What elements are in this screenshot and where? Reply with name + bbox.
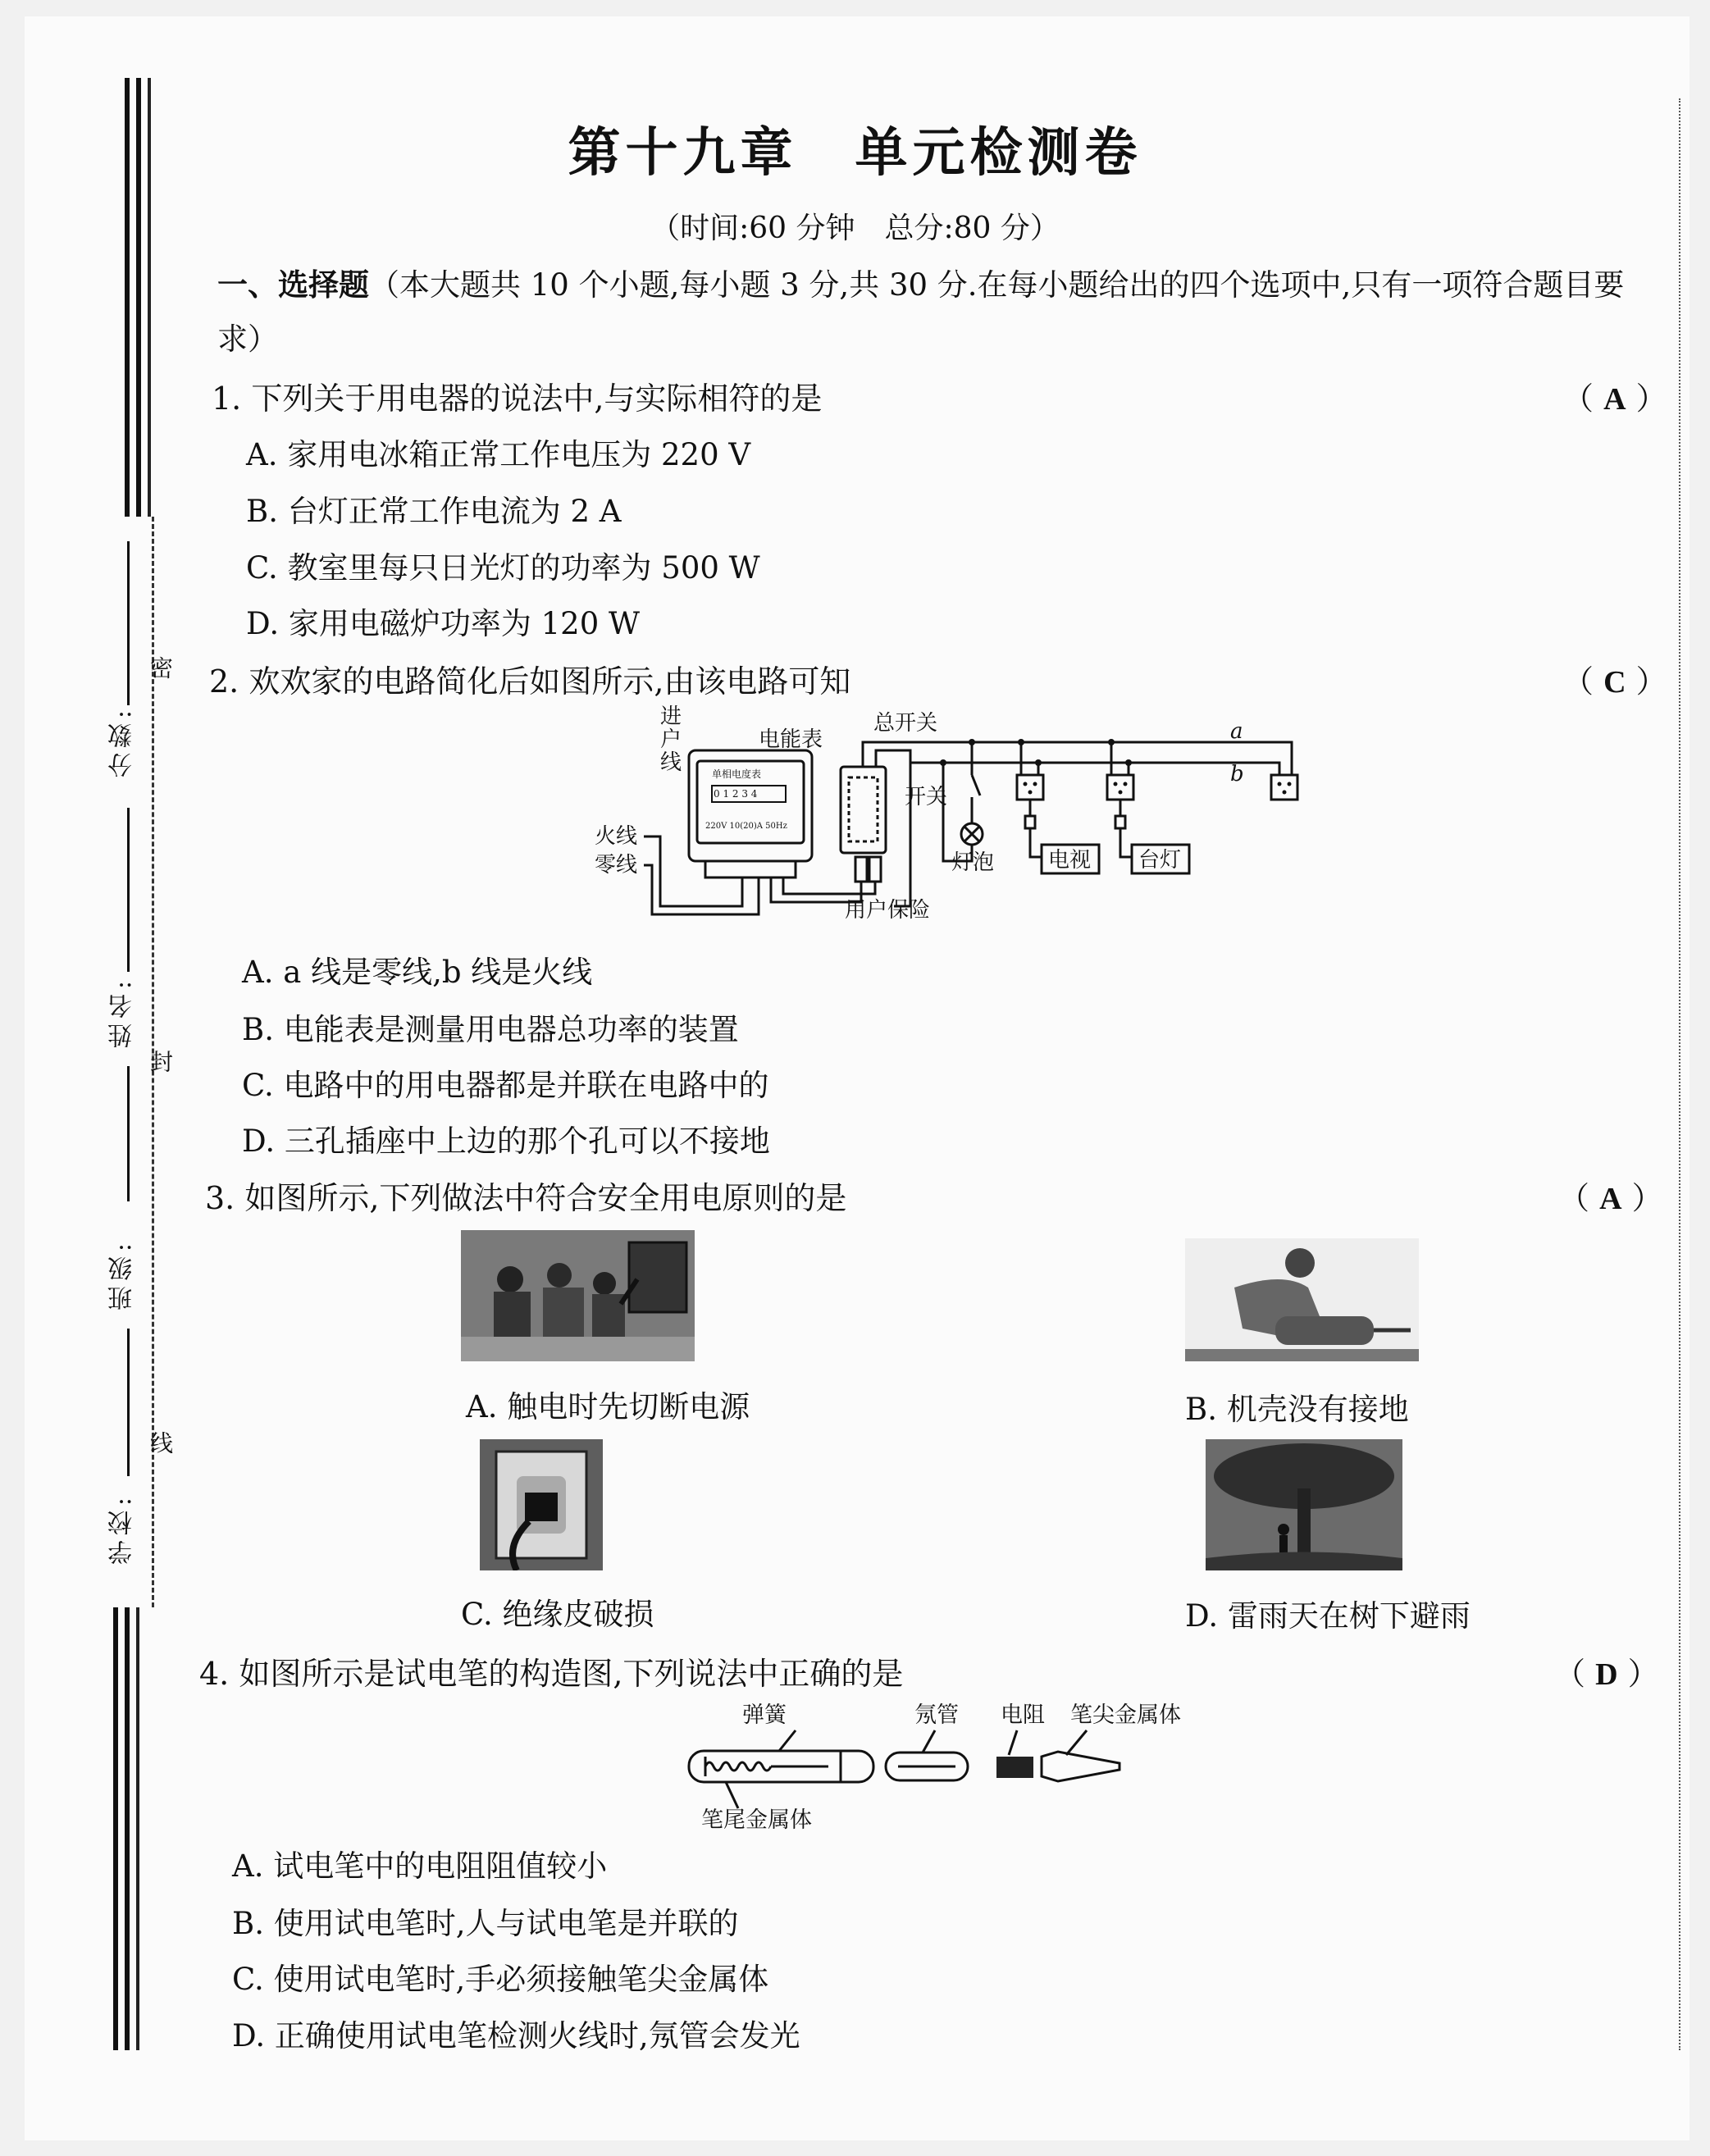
picture-a-cut-power: [461, 1230, 695, 1361]
q3-answer: （ A ）: [1558, 1180, 1663, 1216]
label-lamp: 台灯: [1138, 848, 1182, 873]
binding-bars-bottom: [113, 1607, 139, 2050]
label-bulb: 灯泡: [951, 850, 995, 875]
mark-xian: 线: [147, 1431, 174, 1454]
label-hu: 户: [660, 727, 682, 752]
label-a: a: [1230, 719, 1243, 744]
label-tv: 电视: [1048, 848, 1092, 873]
label-switch: 开关: [904, 785, 947, 809]
label-meter: 电能表: [759, 727, 823, 752]
label-neutral: 零线: [595, 853, 638, 877]
right-dotted-line: [1679, 98, 1680, 2050]
section-desc: （本大题共 10 个小题,每小题 3 分,共 30 分.在每小题给出的四个选项中,只有一项符合题目要求）: [217, 267, 1625, 357]
section-label: 一、选择题: [217, 267, 369, 303]
q2-option-a: A. a 线是零线,b 线是火线: [242, 955, 593, 990]
label-spring: 弹簧: [742, 1702, 787, 1728]
meter-text-1: 单相电度表: [712, 768, 762, 780]
label-b: b: [1230, 762, 1244, 786]
school-field: 学校:: [108, 1493, 137, 1566]
q2-circuit-diagram: [582, 705, 1320, 935]
picture-c-caption: C. 绝缘皮破损: [461, 1597, 654, 1632]
picture-c-damaged-insulation: [480, 1439, 603, 1570]
picture-a-caption: A. 触电时先切断电源: [466, 1389, 750, 1424]
q1-option-d: D. 家用电磁炉功率为 120 W: [246, 606, 641, 641]
picture-d-caption: D. 雷雨天在树下避雨: [1185, 1598, 1471, 1634]
label-tip-metal: 笔尖金属体: [1070, 1702, 1181, 1728]
q1-option-a: A. 家用电冰箱正常工作电压为 220 V: [246, 437, 751, 472]
section-header: [217, 258, 1661, 367]
q4-option-c: C. 使用试电笔时,手必须接触笔尖金属体: [232, 1962, 769, 1997]
picture-b-no-ground: [1185, 1238, 1419, 1361]
q4-stem: 4. 如图所示是试电笔的构造图,下列说法中正确的是: [199, 1656, 904, 1692]
class-field: 班级:: [108, 1238, 137, 1311]
label-main-switch: 总开关: [873, 711, 938, 736]
meter-text-2: 0 1 2 3 4: [714, 788, 758, 800]
class-line: [127, 1066, 130, 1201]
label-live: 火线: [595, 824, 638, 849]
label-fuse: 用户保险: [845, 898, 931, 923]
label-jin: 进: [660, 705, 682, 729]
q4-option-b: B. 使用试电笔时,人与试电笔是并联的: [232, 1906, 739, 1941]
q1-option-c: C. 教室里每只日光灯的功率为 500 W: [246, 550, 760, 586]
page-title: 第十九章 单元检测卷: [568, 123, 1142, 184]
q3-stem: 3. 如图所示,下列做法中符合安全用电原则的是: [205, 1180, 847, 1216]
q1-answer: （ A ）: [1562, 381, 1667, 417]
school-line: [127, 1329, 130, 1476]
q2-option-c: C. 电路中的用电器都是并联在电路中的: [242, 1068, 769, 1103]
score-field: 分数:: [108, 705, 137, 778]
score-line: [127, 541, 130, 705]
name-line: [127, 808, 130, 972]
label-xian: 线: [660, 750, 682, 775]
q4-option-a: A. 试电笔中的电阻阻值较小: [232, 1848, 608, 1884]
q4-option-d: D. 正确使用试电笔检测火线时,氖管会发光: [232, 2018, 800, 2053]
name-field: 姓名:: [108, 976, 137, 1049]
q2-answer: （ C ）: [1562, 663, 1667, 700]
q2-stem: 2. 欢欢家的电路简化后如图所示,由该电路可知: [209, 663, 851, 700]
mark-mi: 密: [147, 656, 174, 679]
label-neon: 氖管: [914, 1702, 959, 1728]
q1-stem: 1. 下列关于用电器的说法中,与实际相符的是: [212, 381, 823, 417]
meter-text-3: 220V 10(20)A 50Hz: [705, 822, 787, 831]
mark-feng: 封: [147, 1050, 174, 1073]
q4-test-pen-diagram: [681, 1698, 1206, 1837]
page-subtitle: （时间:60 分钟 总分:80 分）: [650, 212, 1060, 245]
q2-option-b: B. 电能表是测量用电器总功率的装置: [242, 1012, 739, 1047]
label-tail-metal: 笔尾金属体: [701, 1807, 812, 1833]
label-resistor: 电阻: [1001, 1702, 1045, 1728]
picture-b-caption: B. 机壳没有接地: [1185, 1392, 1409, 1427]
q4-answer: （ D ）: [1554, 1656, 1659, 1692]
q2-option-d: D. 三孔插座中上边的那个孔可以不接地: [242, 1124, 770, 1159]
q1-option-b: B. 台灯正常工作电流为 2 A: [246, 494, 622, 529]
picture-d-tree-in-storm: [1206, 1439, 1402, 1570]
